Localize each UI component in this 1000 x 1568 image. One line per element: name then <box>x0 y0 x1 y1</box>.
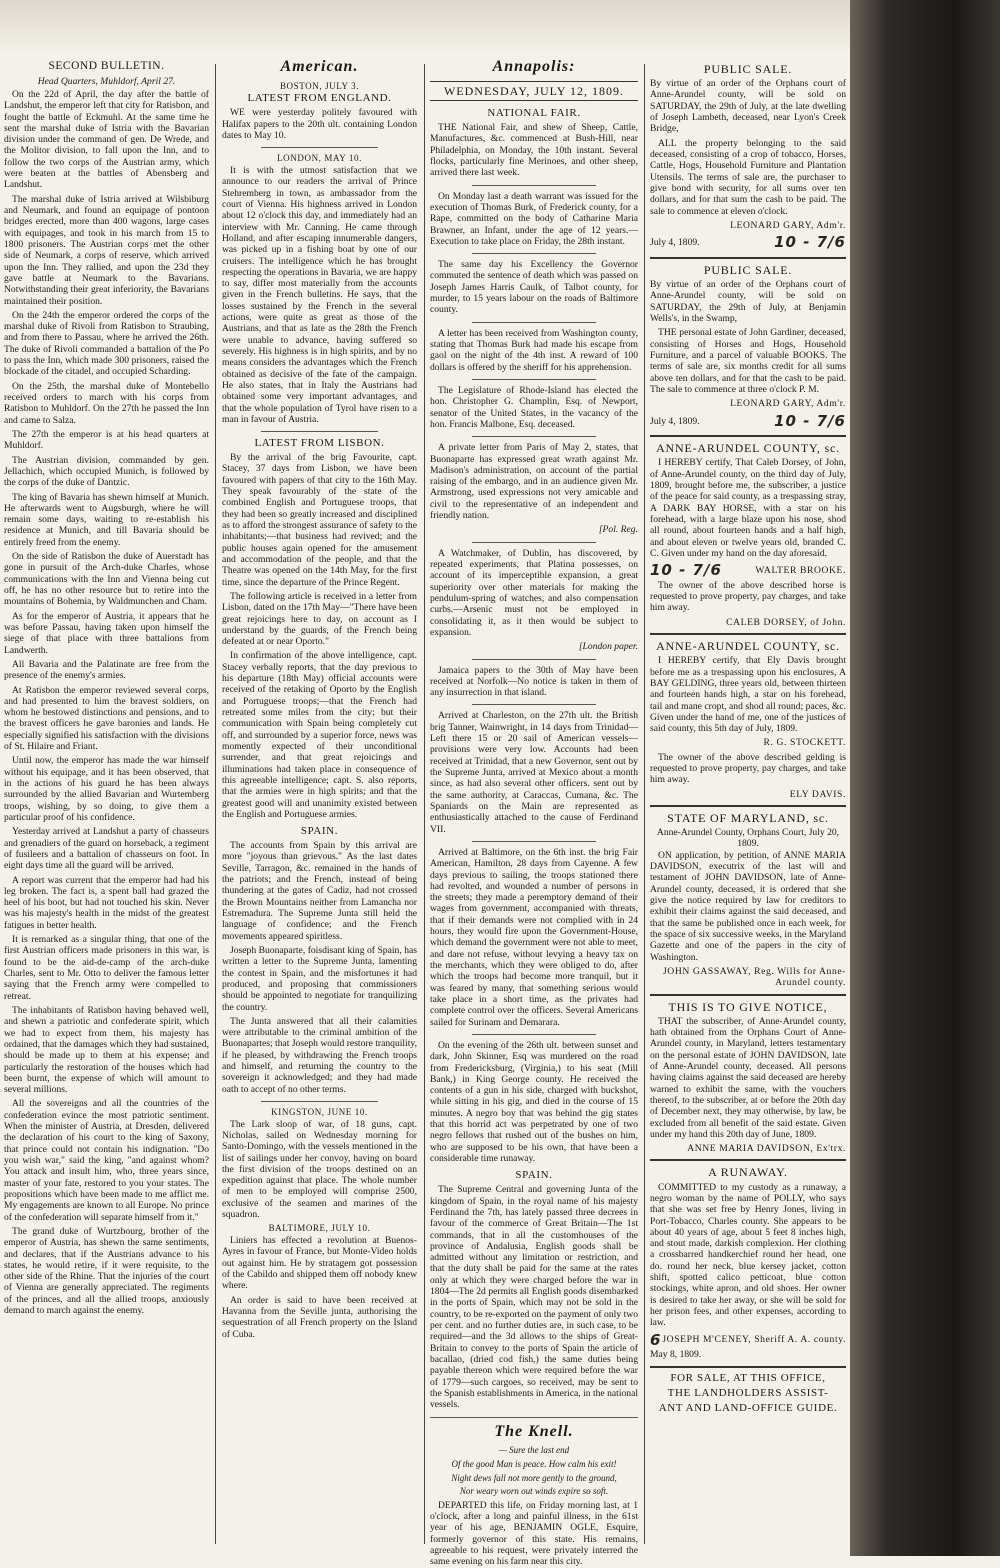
bulletin-paragraph: Until now, the emperor has made the war himself without his equipage, and it has been observed, that in the actions of his guard he has been always surrounded by the allied Bavarian and Wurtemberg troops, wishing, by so doing, to give them a particular proof of his confidence. <box>4 755 209 823</box>
bulletin-paragraph: It is remarked as a singular thing, that one of the first Austrian officers made prisoners in this war, is found to be the aid-de-camp of the arch-duke Charles, sent to Mr. Otto to deliver the famous letter saying that the French army were compelled to retreat. <box>4 934 209 1002</box>
article-paragraph: The Lark sloop of war, of 18 guns, capt. Nicholas, sailed on Wednesday morning for Santo-Domingo, with the vessels mentioned in the list of sailings under her convoy, having on board the first division of the troops destined on an expedition against that place. The whole number of men to be employed will comprise 2500, exclusive of the seamen and marines of the squadron. <box>222 1118 417 1221</box>
article-paragraph: The same day his Excellency the Governor commuted the sentence of death which was passed on Joseph James Harris Caulk, of Talbot county, for murder, to 15 years labour on the roads of Baltimore county. <box>430 259 638 316</box>
bulletin-title: SECOND BULLETIN. <box>48 60 165 72</box>
ad-paragraph: I HEREBY certify, that Ely Davis brought before me as a trespassing upon his enclosures, A BAY GELDING, three years old, between thirteen and fourteen hands high, a star on his forehead, tail and mane cropt, and shod all round; paces, &c. Given under the hand of me, one of the justices of said county, this 5th day of July, 1809. <box>650 655 846 735</box>
ad-paragraph: By virtue of an order of the Orphans court of Anne-Arundel county, will be sold on SATURDAY, the 29th of July, at Benjamin Wells's, in the Swamp, <box>650 279 846 324</box>
handwritten-mark: 10 - 7/6 <box>774 233 846 252</box>
binding-edge <box>850 0 1000 1556</box>
ad-signature: LEONARD GARY, Adm'r. <box>730 219 846 231</box>
baltimore-dateline: BALTIMORE, JULY 10. <box>268 1223 371 1234</box>
public-sale-head: PUBLIC SALE. <box>703 62 793 76</box>
bulletin-paragraph: Yesterday arrived at Landshut a party of chasseurs and grenadiers of the guard on horseback, a regiment of fusileers and a battalion of chasseurs on foot. In eight days time all the guard will be arrived. <box>4 826 209 872</box>
source-note: [Pol. Reg. <box>598 524 638 536</box>
bulletin-paragraph: The marshal duke of Istria arrived at Wilsbiburg and Neumark, and found an equipage of pontoon bridges erected, more than 400 wagons, large cases with equipages, and took in his march from 15 to 1800 prisoners. The Austrian corps met the other side of Neumark, a corps of reserve, which arrived upon the Inn. They rallied, and upon the 23d they gave battle at Neumark to the Bavarians. Notwithstanding their great inferiority, the Bavarians maintained their position. <box>4 193 209 307</box>
bulletin-paragraph: The Austrian division, commanded by gen. Jellachich, which occupied Munich, is followed by the corps of the duke of Dantzic. <box>4 454 209 489</box>
article-paragraph: A letter has been received from Washington county, stating that Thomas Burk had made his escape from gaol on the night of the 4th inst. A reward of 100 dollars is offered by the sheriff for his apprehension. <box>430 327 638 373</box>
bulletin-paragraph: On the 22d of April, the day after the battle of Landshut, the emperor left that city for Ratisbon, and fought the battle of Eckmuhl. At the same time he sent the marshal duke of Istria with the Bavarian division under the command of gen. De Wrede, and the Molitor division, to fall upon the Inn, and to follow the two corps of the Austrian army, which were beaten at the battles of Abensberg and Landshut. <box>4 88 209 191</box>
ad-paragraph: ALL the property belonging to the said deceased, consisting of a crop of tobacco, Horses, Cattle, Hogs, Household Furniture and Plantation Utensils. The terms of sale are, the purchaser to give bond with security, for all sums over ten dollars, and for that sum the cash to be paid. The sale to commence at eleven o'clock. <box>650 137 846 217</box>
article-paragraph: WE were yesterday politely favoured with Halifax papers to the 20th ult. containing London dates to May 10. <box>222 107 417 142</box>
handwritten-mark: 6 <box>650 1330 662 1349</box>
give-notice-head: THIS IS TO GIVE NOTICE, <box>668 999 828 1014</box>
bulletin-paragraph: All Bavaria and the Palatinate are free from the presence of the enemy's armies. <box>4 658 209 682</box>
article-paragraph: The following article is received in a letter from Lisbon, dated on the 17th May—"There have been great rejoicings here to day, on account as I understand by the guards, of the French being defeated at or near Oporto." <box>222 590 417 648</box>
bulletin-paragraph: All the sovereigns and all the countries of the confederation evince the most patriotic sentiment. When the minister of Austria, at Dresden, delivered the declaration of his court to the king of Saxony, that prince could not contain his indignation. "Do you wish war," said the king, "and against whom? You attack and insult him, who, three years since, master of your fate, restored to you your states. The propositions which have been made to me afflict me. My engagements are known to all Europe. No prince of the confederation will separate himself from it." <box>4 1098 209 1223</box>
article-paragraph: It is with the utmost satisfaction that we announce to our readers the arrival of Prince Stehremberg in town, as ambassador from the court of Vienna. His highness arrived in London about 12 o'clock this day, and immediately had an interview with Mr. Canning. He came through Holland, and after escaping innumerable dangers, was picked up in a fishing boat by one of our cruisers. The intelligence which he has brought respecting the operations in Bavaria, we are happy to say, differ most materially from the accounts given in the French bulletins. He says, that the losses sustained by the French in the several actions, were quite as great as those of the Austrians, and that as late as the 28th the French were unable to advance, having suffered so severely. His highness is in high spirits, and by no means considers the advantages which the French obtained as decisive of the fate of the campaign. He also states, that in Italy the Austrians had obtained some very important advantages, and that the whole population of Tyrol have risen to a man in favour of Austria. <box>222 165 417 425</box>
article-paragraph: THE National Fair, and shew of Sheep, Cattle, Manufactures, &c. commenced at Bush-Hill, near Philadelphia, on Monday, the 10th instant. Several flocks, particularly fine Merinoes, and other sheep, arrived there last week. <box>430 122 638 179</box>
boston-dateline: BOSTON, JULY 3. <box>279 80 360 91</box>
spain-head: SPAIN. <box>300 825 339 838</box>
ad-paragraph: ON application, by petition, of ANNE MARIA DAVIDSON, executrix of the last will and testament of JOHN DAVIDSON, late of Anne-Arundel county, deceased, it is ordered that she give the notice required by law for creditors to exhibit their claims against the said deceased, and that the same be published once in each week, for the space of six successive weeks, in the Maryland Gazette and one of the papers in the city of Washington. <box>650 849 846 963</box>
article-paragraph: Liniers has effected a revolution at Buenos-Ayres in favour of France, but Monte-Video holds out against him. He by stratagem got possession of the Cabildo and shipped them off nobody knew where. <box>222 1235 417 1292</box>
poem-line: Night dews fall not more gently to the ground, <box>451 1472 617 1483</box>
ad-date: May 8, 1809. <box>650 1349 702 1361</box>
ad-signature: WALTER BROOKE. <box>755 564 846 576</box>
handwritten-mark: 10 - 7/6 <box>774 411 846 430</box>
article-paragraph: Arrived at Charleston, on the 27th ult. the British brig Tanner, Wainwright, in 14 days from Trinidad—Left there 15 or 20 sail of American vessels—provisions were very low. Accounts had been received at Trinidad, that a new Governor, sent out by the Supreme Junta, arrived at Mexico about a month since, as had also several other officers. sent out by the same authority, at Caraccas, Cumana, &c. The Spaniards on the Main are represented as enthusiastically attached to the cause of Ferdinand VII. <box>430 710 638 835</box>
article-paragraph: Joseph Buonaparte, foisdisant king of Spain, has written a letter to the Supreme Junta, lamenting the contest in Spain, and the misfortunes it had produced, and proposing that commissioners should be appointed to negotiate for tranquilizing the country. <box>222 944 417 1013</box>
ad-paragraph: By virtue of an order of the Orphans court of Anne-Arundel county, will be sold on SATURDAY, the 29th of July, at the late dwelling of Joseph Lambeth, deceased, near Lyon's Creek Bridge, <box>650 78 846 135</box>
article-paragraph: A Watchmaker, of Dublin, has discovered, by repeated experiments, that Platina possesses, on account of its imperceptible expansion, a great superiority over other materials for making the pendulum-spring of watches, and also compensation curbs.—Arsenic must not be employed in consolidating it, as it then would be subject to expansion. <box>430 547 638 638</box>
ad-date: July 4, 1809. <box>650 237 700 249</box>
ad-date: July 4, 1809. <box>650 415 700 427</box>
bulletin-paragraph: As for the emperor of Austria, it appears that he was before Passau, having taken upon himself the siege of that place with three battalions from Landwerth. <box>4 610 209 656</box>
column-rule <box>215 64 216 1544</box>
column-2 <box>222 58 417 1548</box>
column-rule <box>424 64 425 1544</box>
article-paragraph: By the arrival of the brig Favourite, capt. Stacey, 37 days from Lisbon, we have been favoured with papers of that city to the 16th May. They speak favourably of the state of the combined English and Portuguese troops, that they had been so greatly increased and disciplined as to afford the strongest assurance of safety to the inhabitants;—that business had revived; and the public houses again opened for the amusement and accommodation of the people, and that the Theatre was opened on the 14th May, for the first time, since the departure of the Prince Regent. <box>222 452 417 588</box>
ad-signature: CALEB DORSEY, of John. <box>726 616 846 628</box>
bulletin-paragraph: The 27th the emperor is at his head quarters at Muhldorf. <box>4 428 209 452</box>
london-dateline: LONDON, MAY 10. <box>277 153 362 164</box>
public-sale-head: PUBLIC SALE. <box>703 262 793 277</box>
article-paragraph: Jamaica papers to the 30th of May have been received at Norfolk—No notice is taken in them of any insurrection in that island. <box>430 664 638 699</box>
bulletin-paragraph: The inhabitants of Ratisbon having behaved well, and shewn a patriotic and confederate spirit, which we had to expect from them, his majesty has ordained, that the damages which they had sustained, should be made up to them at his expense; and particularly the restoration of the houses which had been burnt, the expense of which will amount to several millions. <box>4 1004 209 1096</box>
county-notice-head: ANNE-ARUNDEL COUNTY, sc. <box>656 639 840 654</box>
column-rule <box>644 64 645 1544</box>
article-paragraph: On the evening of the 26th ult. between sunset and dark, John Skinner, Esq was murdered on the road from Fredericksburg, (Virginia,) to his seat (Mill Bank,) in King George county. He received the contents of a gun in his side, charged with buckshot, while sitting in his gig, and died in the course of 15 minutes. A negro boy that was behind the gig states that this horrid act was perpetrated by one of two negro fellows that rushed out of the bushes on him, who are supposed to be his own, that have been a considerable time runaway. <box>430 1039 638 1164</box>
latest-lisbon-head: LATEST FROM LISBON. <box>254 437 385 450</box>
latest-england-head: LATEST FROM ENGLAND. <box>247 92 392 105</box>
poem-line: Of the good Man is peace. How calm his exit! <box>451 1459 617 1470</box>
bulletin-paragraph: The grand duke of Wurtzbourg, brother of the emperor of Austria, has shewn the same sentiments, and declares, that if the Austrians advance to his states, he would retire, if it were requisite, to the other side of the Rhine. That the injuries of the court of Vienna are generally appreciated. The regiments of the princes, and all the allied troops, anxiously demand to march against the enemy. <box>4 1225 209 1317</box>
footer-ad-line: ANT AND LAND-OFFICE GUIDE. <box>658 1401 838 1414</box>
bulletin-paragraph: On the 25th, the marshal duke of Montebello received orders to march with his corps from Ratisbon to Muhldorf. On the 27th he passed the Inn and came to Salza. <box>4 380 209 426</box>
ad-signature: R. G. STOCKETT. <box>763 737 846 749</box>
ad-paragraph: I HEREBY certify, That Caleb Dorsey, of John, of Anne-Arundel county, on the third day of July, 1809, brought before me, the subscriber, a justice of the peace for said county, as a trespassing stray, A DARK BAY HORSE, with a star on his forehead, with a large blaze upon his nose, shod all round, about fourteen hands and a half high, and about eleven or twelve years old, branded C. C. Given under my hand on the day aforesaid. <box>650 457 846 559</box>
article-paragraph: In confirmation of the above intelligence, capt. Stacey verbally reports, that the day previous to his departure (18th May) official accounts were received of the retaking of Oporto by the English and Portuguese troops;—that the French had retreated some miles from the city; but their communication with Spain being completely cut off, and surrounded by a superior force, news was momently expected of their unconditional surrender, and that great rejoicings and illuminations had taken place in consequence of this agreeable intelligence; capt. S. also reports, that the armies were in high spirits; and that the greatest good will and unanimity existed between the English and Portuguese armies. <box>222 650 417 820</box>
bulletin-paragraph: On the 24th the emperor ordered the corps of the marshal duke of Rivoli from Ratisbon to Straubing, and from there to Passau, where he arrived the 26th. The duke of Rivoli commanded a battalion of the Po to pass the Inn, which made 300 prisoners, raised the blockade of the citadel, and occupied Scharding. <box>4 309 209 378</box>
column-4 <box>650 58 846 1548</box>
ad-paragraph: COMMITTED to my custody as a runaway, a negro woman by the name of POLLY, who says that she was set free by Henry Jones, living in Port-Tobacco, Charles county. She appears to be about 40 years of age, about 5 feet 8 inches high, and stout made, darkish complexion. Her clothing a crossbarred handkerchief round her head, one do. round her neck, blue kersey jacket, cotton shift, spotted calico petticoat, blue cotton stockings, white apron, and old shoes. Her owner is desired to take her away, or she will be sold for her prison fees, and other expenses, according to law. <box>650 1181 846 1329</box>
kingston-dateline: KINGSTON, JUNE 10. <box>271 1107 368 1117</box>
column-3 <box>430 58 638 1568</box>
knell-head: The Knell. <box>494 1422 574 1440</box>
section-title-annapolis: Annapolis: <box>492 58 576 75</box>
source-note: [London paper. <box>578 641 638 653</box>
poem-line: Nor weary worn out winds expire so soft. <box>459 1486 609 1497</box>
footer-ad-line: FOR SALE, AT THIS OFFICE, <box>670 1371 826 1384</box>
state-notice-sub: Anne-Arundel County, Orphans Court, July 20, 1809. <box>656 827 840 850</box>
state-notice-head: STATE OF MARYLAND, sc. <box>667 811 829 825</box>
ad-paragraph: THAT the subscriber, of Anne-Arundel county, hath obtained from the Orphans Court of Anne-Arundel county, in Maryland, letters testamentary on the personal estate of JOHN DAVIDSON, late of Anne-Arundel county, deceased. All persons having claims against the said deceased are hereby warned to exhibit the same, with the vouchers thereof, to the subscriber, at or before the 20th day of December next, they may otherwise, by law, be excluded from all benefit of the said estate. Given under my hand this 20th day of June, 1809. <box>650 1015 846 1140</box>
runaway-head: A RUNAWAY. <box>708 1165 788 1180</box>
national-fair-head: NATIONAL FAIR. <box>487 107 581 120</box>
article-paragraph: A private letter from Paris of May 2, states, that Buonaparte has expressed great wrath against Mr. Madison's administration, on account of the partial raising of the embargo, and in an audience given Mr. Armstrong, used expressions not very amicable and civil to the representative of an independent and friendly nation. <box>430 442 638 522</box>
article-paragraph: The Legislature of Rhode-Island has elected the hon. Christopher G. Champlin, Esq. of Newport, senator of the United States, in the vacancy of the hon. Francis Malbone, Esq. deceased. <box>430 384 638 430</box>
ad-paragraph: The owner of the above described gelding is requested to prove property, pay charges, and take him away. <box>650 751 846 786</box>
ad-signature: JOSEPH M'CENEY, Sheriff A. A. county. <box>662 1334 846 1346</box>
ad-signature: ANNE MARIA DAVIDSON, Ex'trx. <box>687 1143 846 1155</box>
bulletin-paragraph: A report was current that the emperor had had his leg broken. The fact is, a spent ball had grazed the heel of his boot, but had not touched his skin. Never was his majesty's health in the midst of the greatest fatigues in better health. <box>4 874 209 931</box>
ad-paragraph: THE personal estate of John Gardiner, deceased, consisting of Horses and Hogs, Household Furniture, and a parcel of valuable BOOKS. The terms of sale are, six months credit for all sums above ten dollars, and for that the cash to be paid. The sale to commence at three o'clock P. M. <box>650 327 846 395</box>
bulletin-paragraph: On the side of Ratisbon the duke of Auerstadt has gone in pursuit of the Arch-duke Charles, whose communications with the Inn and Vienna being cut off, he has no other resource but to retire into the mountains of Bohemia, by Waldmunchen and Cham. <box>4 551 209 608</box>
county-notice-head: ANNE-ARUNDEL COUNTY, sc. <box>656 441 840 456</box>
bulletin-paragraph: The king of Bavaria has shewn himself at Munich. He afterwards went to Augsburgh, where he will remain some days, waiting to re-establish his residence at Munich, and till Bavaria should be entirely freed from the enemy. <box>4 491 209 548</box>
ad-signature: JOHN GASSAWAY, Reg. Wills for Anne-Arundel county. <box>662 965 846 989</box>
section-title-american: American. <box>280 58 359 75</box>
article-paragraph: The Junta answered that all their calamities were attributable to the criminal ambition of the Buonapartes; that Joseph would restore tranquility, if he pleased, by withdrawing the French troops and himself, and returning the country to the sovereign it acknowledged; and they had made oath to accept of no other terms. <box>222 1015 417 1095</box>
article-paragraph: An order is said to have been received at Havanna from the Seville junta, authorising the sequestration of all French property on the Island of Cuba. <box>222 1294 417 1340</box>
column-1 <box>4 58 209 1548</box>
article-paragraph: The accounts from Spain by this arrival are more "joyous than grievous." As the last dates Seville, Tarragon, &c. remained in the hands of the patriots; and the French, instead of being thundering at the gates of Cadiz, had not crossed the Brown Mountains neither from Lamancha nor Estremadura. The Supreme Junta still held the language of confidence; and the French movements appeared spiritless. <box>222 840 417 942</box>
spain-head: SPAIN. <box>515 1169 553 1182</box>
footer-ad-line: THE LANDHOLDERS ASSIST- <box>667 1386 829 1399</box>
article-paragraph: The Supreme Central and governing Junta of the kingdom of Spain, in the royal name of his majesty Ferdinand the 7th, has lately passed three decrees in favour of the commerce of Great Britain—The 1st commands, that in all the customhouses of the province of Andalusia, English goods shall be admitted without any limitation or restriction, and that the duty shall be paid for the same at the rates only at which they were charged before the war in 1804—The 2d permits all English goods disembarked in the ports of Spain, which may not be sold in the country, to be re-exported on the payment of only two per cent. and no further duties are, in such case, to be required—and the 3d allows to the ships of Great-Britain to convey to the ports of Spain the article of bacallao, (dried cod fish,) the same duties being payable thereon which were required before the war of 1779—such cargoes, so received, may be sent to the Spanish establishments in America, in the national vessels. <box>430 1184 638 1411</box>
article-paragraph: Arrived at Baltimore, on the 6th inst. the brig Fair American, Hamilton, 28 days from Cayenne. A few days previous to sailing, the troops stationed there had revolted, and wounded a number of persons in the streets; they made a peremptory demand of their wages from government, accompanied with threats, that if their demands were not complied with in 24 hours, they would fire upon the Government-House, which demand the government were not able to meet, and dare not refuse, without levying a heavy tax on the merchants, which they were obliged to do, after which the troops had become more tranquil, but it was feared by many, that something serious would take place in a short time, as the privates had complete control over the officers. Several Americans sailed for Surinam and Demarara. <box>430 846 638 1028</box>
bulletin-dateline: Head Quarters, Muhldorf, April 27. <box>37 75 176 87</box>
article-paragraph: On Monday last a death warrant was issued for the execution of Thomas Burk, of Frederick county, for a Rape, committed on the body of Catharine Maria Brawner, an Infant, under the age of 12 years.—Execution to take place on Friday, the 28th instant. <box>430 190 638 247</box>
ad-signature: ELY DAVIS. <box>789 788 846 800</box>
ad-paragraph: The owner of the above described horse is requested to prove property, pay charges, and take him away. <box>650 579 846 614</box>
bulletin-body <box>4 89 209 1317</box>
page-top-edge <box>0 0 850 54</box>
poem-line: — Sure the last end <box>498 1445 570 1456</box>
bulletin-paragraph: At Ratisbon the emperor reviewed several corps, and had presented to him the bravest soldiers, on whom he bestowed distinctions and pensions, and to the bravest officers he gave baronies and lands. He especially signified his satisfaction with the divisions of St. Hilaire and Friant. <box>4 684 209 753</box>
handwritten-mark: 10 - 7/6 <box>650 561 722 580</box>
issue-date: WEDNESDAY, JULY 12, 1809. <box>430 81 638 101</box>
obituary-paragraph: DEPARTED this life, on Friday morning last, at 1 o'clock, after a long and painful illness, in the 61st year of his age, BENJAMIN OGLE, Esquire, formerly governor of this state. His remains, agreeable to his request, were privately interred the same evening on his farm near this city. <box>430 1499 638 1568</box>
ad-signature: LEONARD GARY, Adm'r. <box>730 398 846 410</box>
